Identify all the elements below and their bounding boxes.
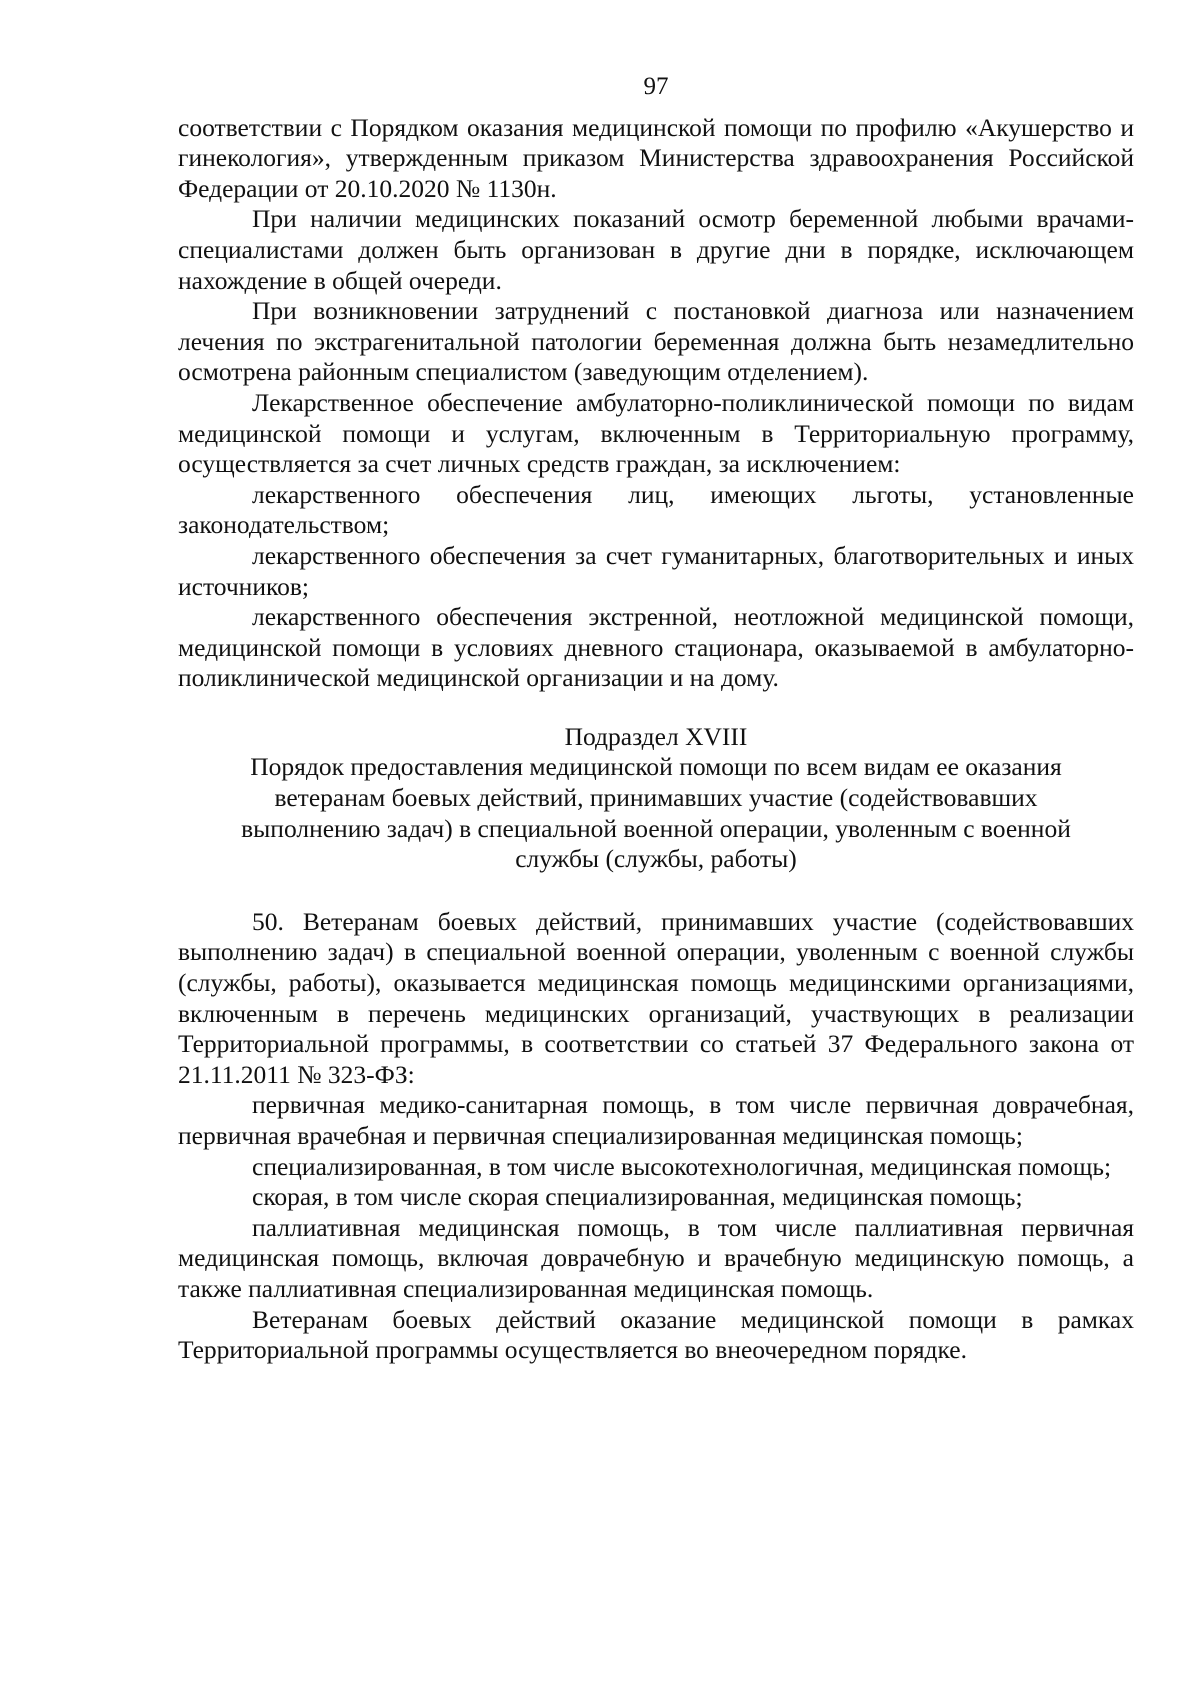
subsection-heading: Подраздел XVIII: [564, 721, 748, 751]
subsection-title-line: службы (службы, работы): [515, 844, 797, 874]
paragraph: Ветеранам боевых действий оказание медицинской помощи в рамках Территориальной программы осуществляется во внеочередном порядке.: [178, 1304, 1134, 1365]
subsection-title-line: выполнению задач) в специальной военной операции, уволенным с военной: [241, 813, 1071, 843]
list-paragraph: первичная медико-санитарная помощь, в том числе первичная доврачебная, первичная врачебная и первичная специализированная медицинская помощь;: [178, 1090, 1134, 1150]
page-number: 97: [643, 73, 669, 100]
list-paragraph: лекарственного обеспечения за счет гуманитарных, благотворительных и иных источников;: [178, 540, 1134, 601]
paragraph: соответствии с Порядком оказания медицинской помощи по профилю «Акушерство и гинекология», утвержденным приказом Министерства здравоохранения Российской Федерации от 20.10.2020 № 1130н.: [178, 112, 1134, 203]
paragraph: При наличии медицинских показаний осмотр беременной любыми врачами-специалистами должен быть организован в другие дни в порядке, исключающем нахождение в общей очереди.: [178, 204, 1134, 295]
list-paragraph: лекарственного обеспечения лиц, имеющих льготы, установленные законодательством;: [178, 479, 1134, 540]
list-paragraph: паллиативная медицинская помощь, в том числе паллиативная первичная медицинская помощь, включая доврачебную и врачебную медицинскую помощь, а также паллиативная специализированная медицинская помощь.: [178, 1212, 1134, 1303]
subsection-title-line: ветеранам боевых действий, принимавших участие (содействовавших: [274, 783, 1038, 813]
list-paragraph: лекарственного обеспечения экстренной, неотложной медицинской помощи, медицинской помощи в условиях дневного стационара, оказываемой в амбулаторно-поликлинической медицинской организации и на дому.: [178, 602, 1134, 693]
document-page: [178, 72, 1134, 1366]
subsection-title-line: Порядок предоставления медицинской помощи по всем видам ее оказания: [250, 752, 1062, 782]
paragraph: Лекарственное обеспечение амбулаторно-поликлинической помощи по видам медицинской помощи и услугам, включенным в Территориальную программу, осуществляется за счет личных средств граждан, за исключением:: [178, 387, 1134, 479]
list-paragraph: скорая, в том числе скорая специализированная, медицинская помощь;: [252, 1182, 1023, 1212]
subsection-title: [178, 752, 1134, 874]
list-paragraph: специализированная, в том числе высокотехнологичная, медицинская помощь;: [252, 1151, 1112, 1181]
paragraph: 50. Ветеранам боевых действий, принимавших участие (содействовавших выполнению задач) в специальной военной операции, уволенным с военной службы (службы, работы), оказывается медицинская помощь медицинскими организациями, включенным в перечень медицинских организаций, участвующих в реализации Территориальной программы, в соответствии со статьей 37 Федерального закона от 21.11.2011 № 323-ФЗ:: [178, 906, 1134, 1089]
paragraph: При возникновении затруднений с постановкой диагноза или назначением лечения по экстрагенитальной патологии беременная должна быть незамедлительно осмотрена районным специалистом (заведующим отделением).: [178, 296, 1134, 387]
